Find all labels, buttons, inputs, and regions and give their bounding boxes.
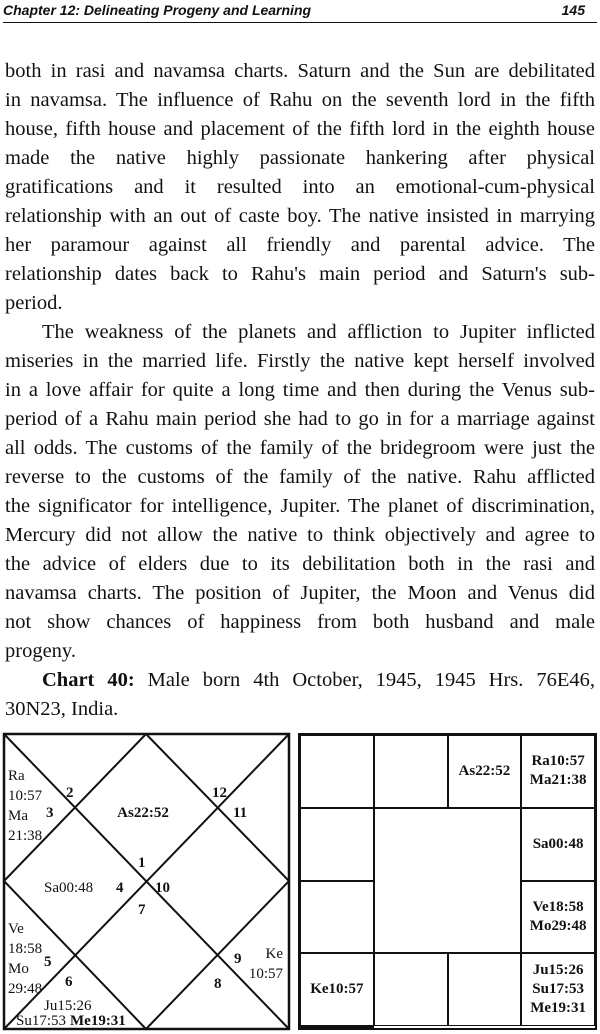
sagittarius-planet: Ke10:57: [310, 981, 364, 998]
text-line: The weakness of the planets and affliction to Jupiter inflicted: [42, 321, 595, 343]
h4-planets: Sa00:48: [44, 880, 94, 896]
text-line: both in rasi and navamsa charts. Saturn and the Sun are debilitated: [5, 60, 595, 82]
text-line: navamsa charts. The position of Jupiter, the Moon and Venus did: [5, 582, 595, 604]
libra-planet-1: Ju15:26: [532, 962, 584, 979]
sign-libra-empty: [448, 953, 522, 1026]
house-number-4: 4: [116, 880, 124, 896]
house-number-11: 11: [233, 805, 248, 821]
h6-planet-2: Su17:53: [16, 1013, 67, 1029]
body-text: [5, 57, 595, 724]
h9-planet: Ke: [265, 946, 283, 962]
text-line: relationship dates back to Rahu's main period and Saturn's sub-: [5, 263, 595, 285]
text-line: relationship with an out of caste boy. The native insisted in marrying: [5, 205, 595, 227]
sign-libra: [521, 953, 595, 1026]
h5-planet-2: Mo: [8, 961, 29, 977]
text-line: miseries in the married life. Firstly the native kept herself involved: [5, 350, 595, 372]
text-line: gratifications and it resulted into an emotional-cum-physical: [5, 176, 595, 198]
sign-gemini: [300, 1026, 374, 1028]
h3-planet-2: Ma: [8, 808, 28, 824]
text-line: not show chances of happiness from both husband and male: [5, 611, 595, 633]
caption-line-2: 30N23, India.: [5, 698, 119, 720]
text-line: house, fifth house and placement of the fifth lord in the eighth house: [5, 118, 595, 140]
house-number-2: 2: [66, 785, 74, 801]
taurus-ascendant: As22:52: [458, 762, 511, 779]
h5-degree-1: 18:58: [8, 941, 43, 957]
paragraph-2: [5, 318, 595, 666]
h5-degree-2: 29:48: [8, 981, 43, 997]
house-number-9: 9: [234, 951, 242, 967]
text-line: progeny.: [5, 640, 76, 662]
page-number: 145: [561, 2, 585, 18]
sign-leo: [521, 808, 595, 881]
text-line: period of a Rahu main period she had to go in for a marriage against: [5, 408, 595, 430]
libra-planet-3: Me19:31: [530, 1000, 587, 1017]
sign-cancer: [521, 735, 595, 808]
h6-planet-1: Ju15:26: [44, 998, 92, 1014]
sign-scorpio: [374, 953, 448, 1026]
house-number-1: 1: [138, 855, 146, 871]
running-header: [3, 0, 597, 23]
house-number-5: 5: [44, 954, 52, 970]
caption-line-1: Male born 4th October, 1945, 1945 Hrs. 76E46,: [147, 669, 596, 691]
chapter-title: Chapter 12: Delineating Progeny and Learning: [3, 2, 312, 18]
chart-center: [374, 808, 522, 954]
house-number-10: 10: [155, 880, 170, 896]
h3-degree-2: 21:38: [8, 828, 43, 844]
text-line: in navamsa. The influence of Rahu on the seventh lord in the fifth: [5, 89, 595, 111]
north-indian-chart: [0, 730, 295, 1034]
h9-degree: 10:57: [248, 966, 283, 982]
libra-planet-2: Su17:53: [532, 981, 584, 998]
paragraph-1: [5, 57, 595, 318]
text-line: her paramour against all friendly and parental advice. The: [5, 234, 595, 256]
sign-aquarius: [300, 808, 374, 881]
house-number-12: 12: [212, 785, 227, 801]
sign-pisces: [300, 735, 374, 808]
text-line: all odds. The customs of the family of the bridegroom were just the: [5, 437, 595, 459]
virgo-planet-2: Mo29:48: [529, 917, 587, 934]
sign-sagittarius: [300, 953, 374, 1026]
h5-planet-1: Ve: [8, 921, 24, 937]
h6-planet-3: Me19:31: [70, 1013, 126, 1029]
text-line: the significator for intelligence, Jupiter. The planet of discrimination,: [5, 495, 595, 517]
text-line: Mercury did not allow the native to think objectively and agree to: [5, 524, 595, 546]
ascendant: As22:52: [117, 805, 169, 821]
text-line: period.: [5, 292, 63, 314]
leo-planet: Sa00:48: [532, 835, 584, 852]
house-number-7: 7: [138, 902, 146, 918]
sign-virgo: [521, 881, 595, 954]
caption-label: Chart 40:: [42, 669, 135, 691]
text-line: in a love affair for quite a long time and then during the Venus sub-: [5, 379, 595, 401]
text-line: reverse to the customs of the family of the native. Rahu afflicted: [5, 466, 595, 488]
house-number-6: 6: [65, 974, 73, 990]
sign-taurus: [448, 735, 522, 808]
house-number-3: 3: [46, 805, 54, 821]
sign-capricorn: [300, 881, 374, 954]
text-line: the advice of elders due to its debilitation both in the rasi and: [5, 553, 595, 575]
text-line: made the native highly passionate hankering after physical: [5, 147, 595, 169]
south-indian-chart: [298, 733, 597, 1030]
chart-caption: [5, 666, 595, 695]
h3-degree-1: 10:57: [8, 788, 43, 804]
cancer-planet-2: Ma21:38: [529, 772, 587, 789]
cancer-planet-1: Ra10:57: [531, 753, 585, 770]
virgo-planet-1: Ve18:58: [532, 898, 584, 915]
sign-aries: [374, 735, 448, 808]
h3-planet-1: Ra: [8, 768, 25, 784]
house-number-8: 8: [214, 976, 222, 992]
